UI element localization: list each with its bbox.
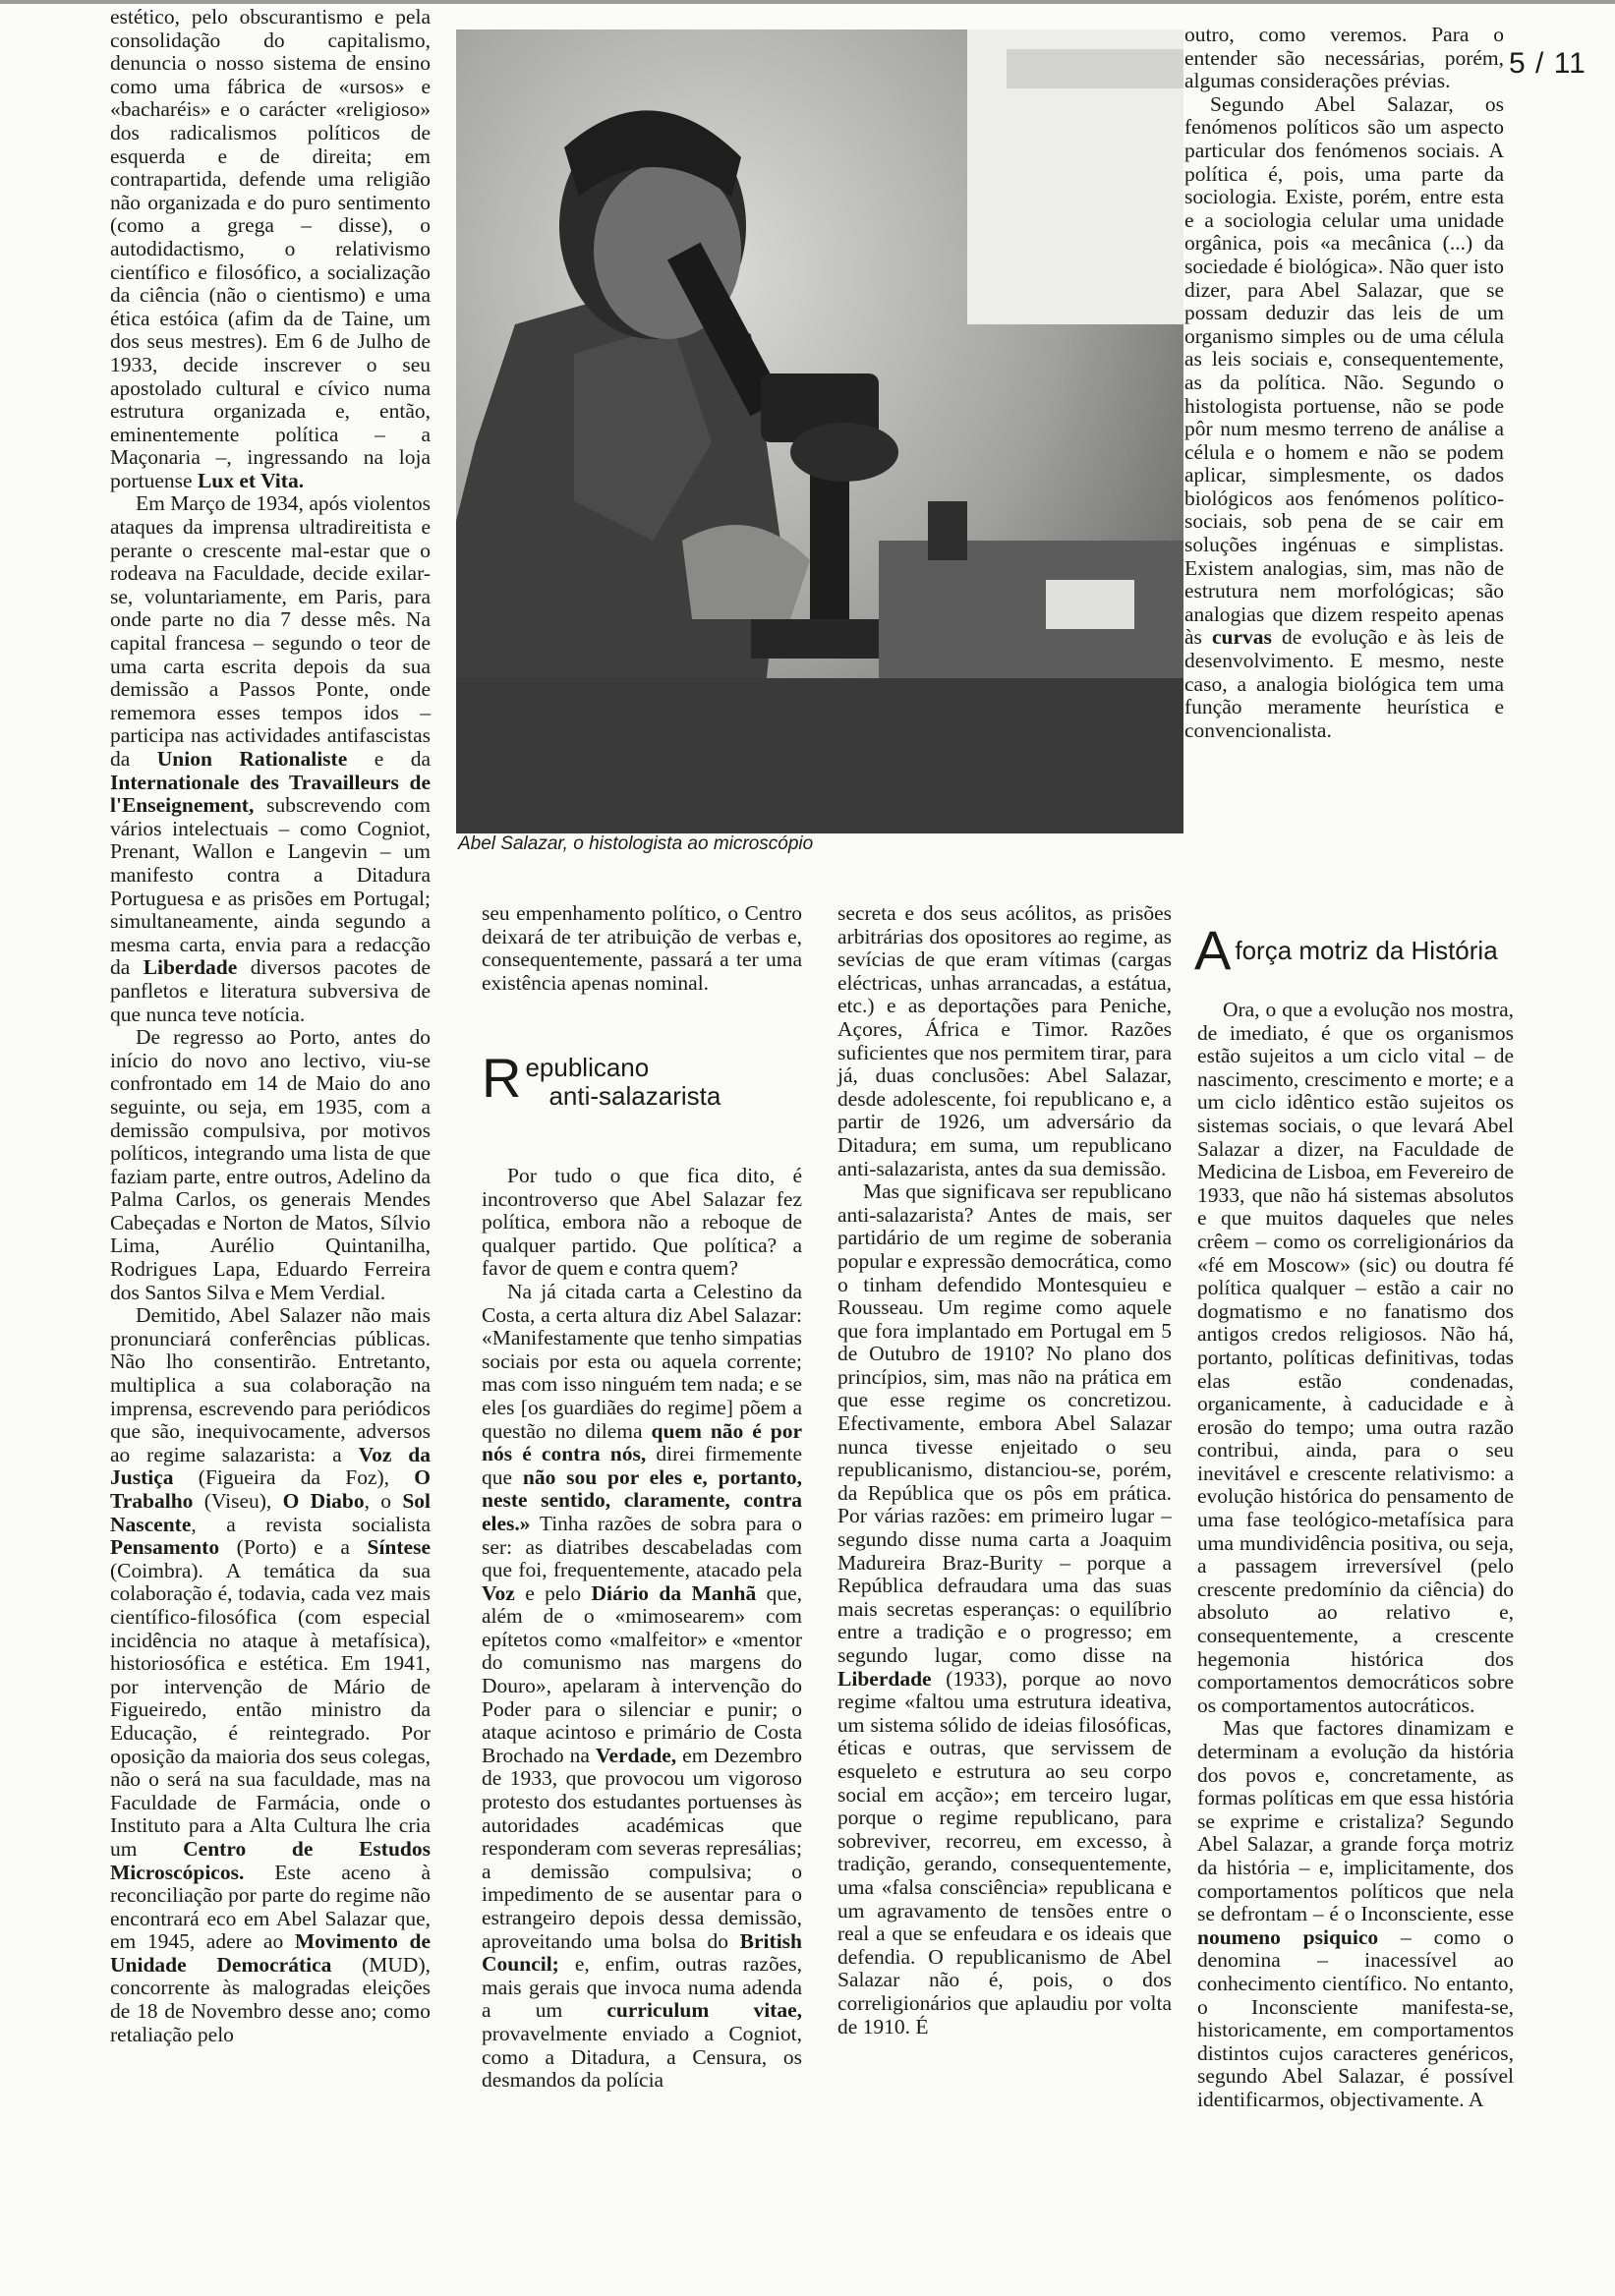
photo-caption: Abel Salazar, o histologista ao microscópio [458,833,814,854]
paragraph: Mas que significava ser republicano anti-salazarista? Antes de mais, ser partidário de um regime de soberania popular e expressão democrática, como o tinham defendido Montesquieu e Rousseau. Um regime como aquele que fora implantado em Portugal em 5 de Outubro de 1910? No plano dos princípios, sim, mas não na prática em que esse regime os concretizou. Efectivamente, embora Abel Salazar nunca tivesse enjeitado o seu republicanismo, distanciou-se, porém, da República que os pôs em prática. Por várias razões: em primeiro lugar – segundo disse numa carta a Joaquim Madureira Braz-Burity – porque a República defraudara uma das suas mais secretas esperanças: o equilíbrio entre a tradição e o progresso; em segundo lugar, como disse na Liberdade (1933), porque ao novo regime «faltou uma estrutura ideativa, um sistema sólido de ideias filosóficas, éticas e outras, que servissem de esqueleto e estrutura ao seu corpo social em acção»; em terceiro lugar, porque o regime republicano, para sobreviver, recorreu, em excesso, à tradição, gerando, consequentemente, uma «falsa consciência» republicana e um agravamento de tensões entre o real a que se enfeudara e os ideais que defendia. O republicanismo de Abel Salazar não é, pois, o dos correligionários que aplaudiu por volta de 1910. É [837,1179,1172,2038]
column-5 [1197,999,1514,2112]
paragraph: Ora, o que a evolução nos mostra, de imediato, é que os organismos estão sujeitos a um ciclo vital – de nascimento, crescimento e morte; e a um ciclo idêntico estão sujeitos os sistemas sociais, o que levará Abel Salazar a dizer, na Faculdade de Medicina de Lisboa, em Fevereiro de 1933, que não há sistemas absolutos e que muitos daqueles que neles crêem – como os correligionários da «fé em Moscow» (sic) ou doutra fé política qualquer – estão a cair no dogmatismo e no fanatismo dos antigos credos religiosos. Não há, portanto, políticas definitivas, todas elas estão condenadas, organicamente, à caducidade e à erosão do tempo; uma outra razão contribui, ainda, para o seu inevitável e crescente relativismo: a evolução histórica do pensamento de uma fase teológico-metafísica para uma mundividência positiva, ou seja, a passagem irreversível (pelo crescente predomínio da ciência) do absoluto ao relativo e, consequentemente, a crescente hegemonia histórica dos comportamentos democráticos sobre os comportamentos autocráticos. [1197,998,1514,1717]
column-2 [482,902,802,995]
column-3 [837,902,1172,2038]
paragraph: Segundo Abel Salazar, os fenómenos políticos são um aspecto particular dos fenómenos sociais. A política é, pois, uma parte da sociologia. Existe, porém, entre esta e a sociologia celular uma unidade orgânica, pois «a mecânica (...) da sociedade é biológica». Não quer isto dizer, para Abel Salazar, que se possam deduzir das leis de um organismo simples ou de uma célula as leis sociais e, consequentemente, as da política. Não. Segundo o histologista portuense, não se pode pôr num mesmo terreno de análise a célula e o homem e não se podem aplicar, simplesmente, os dados biológicos aos fenómenos político-sociais, sob pena de se cair em soluções ingénuas e simplistas. Existem analogias, sim, mas não de estrutura nem morfológicas; são analogias que dizem respeito apenas às curvas de evolução e às leis de desenvolvimento. E mesmo, neste caso, a analogia biológica tem uma função meramente heurística e convencionalista. [1184,91,1504,742]
section-heading-forca-motriz: A força motriz da História [1194,919,1498,981]
paragraph: outro, como veremos. Para o entender são necessárias, porém, algumas considerações prévias. [1184,23,1504,93]
page-number: 5 / 11 [1509,47,1586,80]
paragraph: Mas que factores dinamizam e determinam a evolução da história dos povos e, concretamente, as formas políticas em que essa história se exprime e cristaliza? Segundo Abel Salazar, a grande força motriz da história – e, implicitamente, dos comportamentos políticos que nela se defrontam – é o Inconsciente, esse noumeno psiquico – como o denomina – inacessível ao conhecimento científico. No entanto, o Inconsciente manifesta-se, historicamente, em comportamentos distintos cujos caracteres genéricos, segundo Abel Salazar, é possível identificarmos, objectivamente. A [1197,1716,1514,2111]
paragraph: Em Março de 1934, após violentos ataques da imprensa ultradireitista e perante o crescente mal-estar que o rodeava na Faculdade, decide exilar-se, voluntariamente, em Paris, para onde parte no dia 7 desse mês. Na capital francesa – segundo o teor de uma carta escrita depois da sua demissão a Passos Ponte, onde rememora esses tempos idos – participa nas actividades antifascistas da Union Rationaliste e da Internationale des Travailleurs de l'Enseignement, subscrevendo com vários intelectuais – como Cogniot, Prenant, Wallon e Langevin – um manifesto contra a Ditadura Portuguesa e as prisões em Portugal; simultaneamente, ainda segundo a mesma carta, envia para a redacção da Liberdade diversos pacotes de panfletos e literatura subversiva de que nunca teve notícia. [110,491,431,1026]
photo-image [456,29,1183,833]
paragraph: secreta e dos seus acólitos, as prisões arbitrárias dos opositores ao regime, as sevícias de que eram vítimas (cargas eléctricas, unhas arrancadas, a estátua, etc.) e as deportações para Peniche, Açores, África e Timor. Razões suficientes que nos permitem tirar, para já, duas conclusões: Abel Salazar, desde adolescente, foi republicano e, a partir de 1926, um adversário da Ditadura; em suma, um republicano anti-salazarista, antes da sua demissão. [837,901,1172,1180]
section-heading-republicano: Republicano anti-salazarista [482,1047,721,1111]
paragraph: Demitido, Abel Salazer não mais pronunciará conferências públicas. Não lho consentirão. Entretanto, multiplica a sua colaboração na imprensa, escrevendo para periódicos que são, inequivocamente, adversos ao regime salazarista: a Voz da Justiça (Figueira da Foz), O Trabalho (Viseu), O Diabo, o Sol Nascente, a revista socialista Pensamento (Porto) e a Síntese (Coimbra). A temática da sua colaboração é, todavia, cada vez mais científico-filosófica (com especial incidência no ataque à metafísica), historiosófica e estética. Em 1941, por intervenção de Mário de Figueiredo, então ministro da Educação, é reintegrado. Por oposição da maioria dos seus colegas, não o será na sua faculdade, mas na Faculdade de Farmácia, onde o Instituto para a Alta Cultura lhe cria um Centro de Estudos Microscópicos. Este aceno à reconciliação por parte do regime não encontrará eco em Abel Salazar que, em 1945, adere ao Movimento de Unidade Democrática (MUD), concorrente às malogradas eleições de 18 de Novembro desse ano; como retaliação pelo [110,1303,431,2046]
paragraph: estético, pelo obscurantismo e pela consolidação do capitalismo, denuncia o nosso sistema de ensino como uma fábrica de «ursos» e «bacharéis» e o carácter «religioso» dos radicalismos políticos de esquerda e de direita; em contrapartida, defende uma religião não organizada e do puro sentimento (como a grega – disse), o autodidactismo, o relativismo científico e filosófico, a socialização da ciência (não o cientismo) e uma ética estóica (afim da de Taine, um dos seus mestres). Em 6 de Julho de 1933, decide inscrever o seu apostolado cultural e cívico numa estrutura organizada e, então, eminentemente política – a Maçonaria –, ingressando na loja portuense Lux et Vita. [110,5,431,492]
scan-edge [0,0,1615,4]
paragraph: De regresso ao Porto, antes do início do novo ano lectivo, viu-se confrontado em 14 de Maio do ano seguinte, ou seja, em 1935, com a demissão compulsiva, por motivos políticos, integrando uma lista de que faziam parte, entre outros, Adelino da Palma Carlos, os generais Mendes Cabeçadas e Norton de Matos, Sílvio Lima, Aurélio Quintanilha, Rodrigues Lapa, Eduardo Ferreira dos Santos Silva e Mem Verdial. [110,1025,431,1304]
photo-abel-salazar-microscope [456,29,1183,833]
paragraph: Na já citada carta a Celestino da Costa, a certa altura diz Abel Salazar: «Manifestamente que tenho simpatias sociais por esta ou aquela corrente; mas com isso ninguém tem nada; e se eles [os guardiães do regime] põem a questão no dilema quem não é por nós é contra nós, direi firmemente que não sou por eles e, portanto, neste sentido, claramente, contra eles.» Tinha razões de sobra para o ser: as diatribes descabeladas com que foi, frequentemente, atacado pela Voz e pelo Diário da Manhã que, além de o «mimosearem» com epítetos como «malfeitor» e «mentor do comunismo nas margens do Douro», apelaram à intervenção do Poder para o silenciar e punir; o ataque acintoso e primário de Costa Brochado na Verdade, em Dezembro de 1933, que provocou um vigoroso protesto dos estudantes portuenses às autoridades académicas que responderam com severas represálias; a demissão compulsiva; o impedimento de se ausentar para o estrangeiro depois dessa demissão, aproveitando uma bolsa do British Council; e, enfim, outras razões, mais gerais que invoca numa adenda a um curriculum vitae, provavelmente enviado a Cogniot, como a Ditadura, a Censura, os desmandos da polícia [482,1279,803,2093]
paragraph: Por tudo o que fica dito, é incontroverso que Abel Salazar fez política, embora não a reboque de qualquer partido. Que política? a favor de quem e contra quem? [482,1164,802,1281]
paragraph: seu empenhamento político, o Centro deixará de ter atribuição de verbas e, consequentemente, passará a ter uma existência apenas nominal. [482,901,802,995]
column-1 [110,6,431,2046]
column-4 [1184,24,1504,742]
column-2-continued [482,1165,802,2093]
